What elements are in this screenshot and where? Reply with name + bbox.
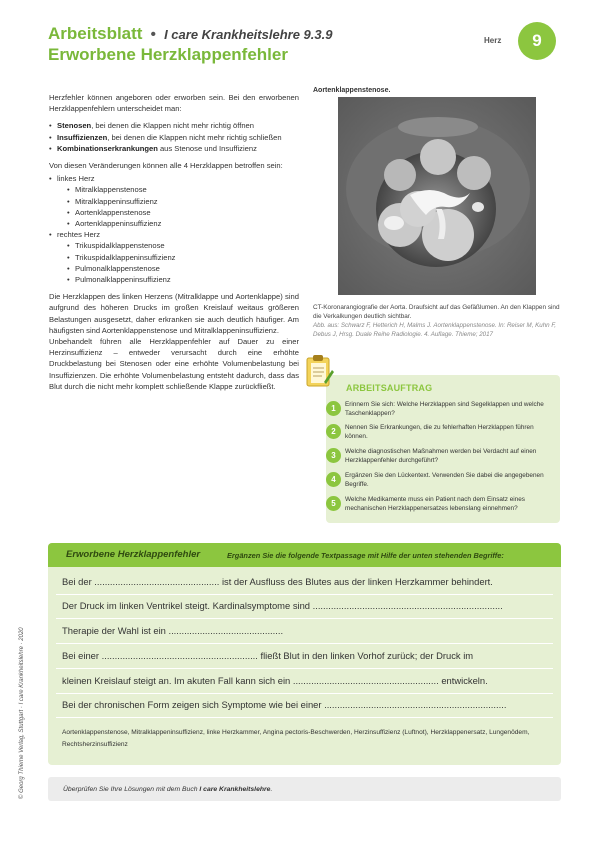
cloze-divider [56,693,553,694]
list-item: • Trikuspidalklappenstenose [67,240,299,251]
cloze-line[interactable]: Der Druck im linken Ventrikel steigt. Kardinalsymptome sind ......................................................................... [62,600,503,611]
clipboard-icon [302,352,336,388]
intro-text-column [49,92,299,398]
list-item: • rechtes Herz • Trikuspidalklappenstenose • Trikuspidalklappeninsuffizienz • Pulmonalklappenstenose • Pulmonalklappeninsuffizienz [49,229,299,285]
solution-check-text: Überprüfen Sie Ihre Lösungen mit dem Buch I care Krankheitslehre. [63,786,273,793]
cloze-divider [56,668,553,669]
task-title: ARBEITSAUFTRAG [346,383,433,393]
list-item: • Kombinationserkrankungen aus Stenose und Insuffizienz [49,143,299,154]
list-item: • Aortenklappeninsuffizienz [67,218,299,229]
cloze-instruction: Ergänzen Sie die folgende Textpassage mit Hilfe der unten stehenden Begriffe: [227,551,504,560]
intro-paragraph-3: Die Herzklappen des linken Herzens (Mitralklappe und Aortenklappe) sind aufgrund des höheren Drucks im großen Kreislauf weitaus größeren Belastungen ausgesetzt, daher erkranken sie auch deutlich häufiger. Am häufigsten sind Aortenklappenstenose und Mitralklappeninsuffizienz. [49,292,299,335]
intro-paragraph-1: Herzfehler können angeboren oder erworben sein. Bei den erworbenen Herzklappenfehlern unterscheidet man: [49,93,299,114]
list-item: • Stenosen, bei denen die Klappen nicht mehr richtig öffnen [49,120,299,131]
worksheet-header [48,24,332,44]
list-item: • Mitralklappeninsuffizienz [67,196,299,207]
defect-types-list [49,120,299,154]
cloze-divider [56,717,553,718]
cloze-line[interactable]: Bei der ................................................ ist der Ausfluss des Blutes aus der linken Herzkammer behindert. [62,576,493,587]
task-text: Welche Medikamente muss ein Patient nach dem Einsatz eines mechanischen Herzklappenersatzes lebenslang einnehmen? [345,496,525,512]
figure-caption: CT-Koronarangiografie der Aorta. Draufsicht auf das Gefäßlumen. An den Klappen sind die Verkalkungen deutlich sichtbar. [313,304,560,320]
task-text: Erinnern Sie sich: Welche Herzklappen sind Segelklappen und welche Taschenklappen? [345,401,544,417]
cloze-divider [56,594,553,595]
list-item: • Insuffizienzen, bei denen die Klappen nicht mehr richtig schließen [49,132,299,143]
cloze-line[interactable]: Bei einer ............................................................ fließt Blut in den linken Vorhof zurück; der Druck im [62,650,474,661]
task-number-badge: 3 [326,448,341,463]
cloze-divider [56,643,553,644]
figure-source: Abb. aus: Schwarz F, Hetterich H, Malms J. Aortenklappenstenose. In: Reiser M, Kuhn F, Debus J, Hrsg. Duale Reihe Radiologie. 4. Auflage. Thieme; 2017 [313,322,557,338]
list-item: • Mitralklappenstenose [67,184,299,195]
task-number-badge: 1 [326,401,341,416]
cloze-line[interactable]: Bei der chronischen Form zeigen sich Symptome wie bei einer ...................................................................... [62,699,507,710]
task-text: Ergänzen Sie den Lückentext. Verwenden Sie dabei die angegebenen Begriffe. [345,472,544,488]
task-text: Nennen Sie Erkrankungen, die zu fehlerhaften Herzklappen führen können. [345,424,534,440]
topic-label: Herz [484,36,502,45]
task-number-badge: 4 [326,472,341,487]
book-title: I care Krankheitslehre [199,786,271,793]
list-item: • linkes Herz • Mitralklappenstenose • Mitralklappeninsuffizienz • Aortenklappenstenose • Aortenklappeninsuffizienz [49,173,299,229]
list-item: • Trikuspidalklappeninsuffizienz [67,252,299,263]
ct-image [338,97,536,295]
cloze-line[interactable]: kleinen Kreislauf steigt an. Im akuten Fall kann sich ein ........................................................ entwickeln. [62,675,488,686]
valves-list [49,173,299,285]
word-bank: Aortenklappenstenose, Mitralklappeninsuffizienz, linke Herzkammer, Angina pectoris-Beschwerden, Herzinsuffizienz (Luftnot), Herzklappenersatz, Lungenödem, Rechtsherzinsuffizienz [62,729,530,748]
task-number-badge: 5 [326,496,341,511]
cloze-line[interactable]: Therapie der Wahl ist ein ............................................ [62,625,284,636]
intro-paragraph-4: Unbehandelt führen alle Herzklappenfehler auf Dauer zu einer Herzinsuffizienz – entweder verursacht durch eine erhöhte Druckbelastung bei Stenosen oder eine erhöhte Volumenbelastung bei Insuffizienzen. Die erhöhte Volumenbelastung entsteht dadurch, dass das Blut durch die nicht mehr komplett schließende Klappe zurückfließt. [49,337,299,391]
book-reference: I care Krankheitslehre 9.3.9 [164,27,333,42]
task-number-badge: 2 [326,424,341,439]
header-separator: • [150,26,156,43]
page-number-badge: 9 [518,22,556,60]
figure-title: Aortenklappenstenose. [313,87,391,94]
cloze-divider [56,618,553,619]
list-item: • Aortenklappenstenose [67,207,299,218]
page-title: Erworbene Herzklappenfehler [48,45,288,64]
worksheet-label: Arbeitsblatt [48,24,143,43]
copyright-note: © Georg Thieme Verlag, Stuttgart · I care Krankheitslehre · 2020 [19,627,25,799]
list-item: • Pulmonalklappeninsuffizienz [67,274,299,285]
task-text: Welche diagnostischen Maßnahmen werden bei Verdacht auf einen Herzklappenfehler durchgeführt? [345,448,537,464]
list-item: • Pulmonalklappenstenose [67,263,299,274]
cloze-title: Erworbene Herzklappenfehler [66,549,201,560]
intro-paragraph-2: Von diesen Veränderungen können alle 4 Herzklappen betroffen sein: [49,161,283,171]
